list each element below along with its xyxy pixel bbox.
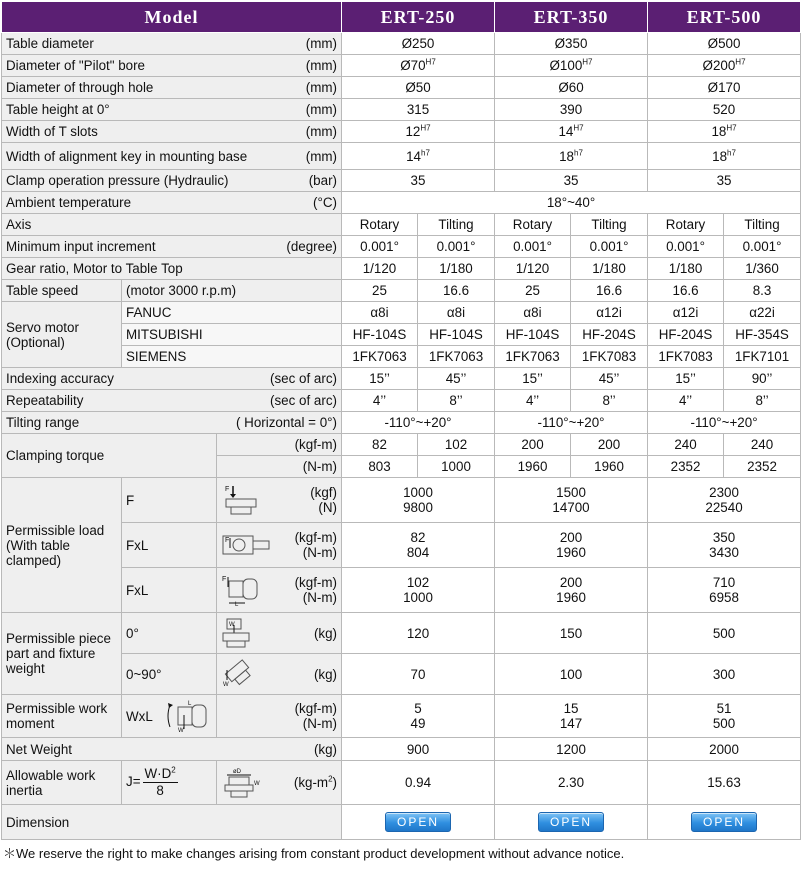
weight-upright-icon [221,617,261,649]
value: 520 [648,99,801,121]
value: 3430 [709,545,739,560]
label: Clamp operation pressure (Hydraulic) [6,173,229,188]
value: 1/180 [418,258,495,280]
value: 6958 [709,590,739,605]
moment-diagram-icon [221,530,271,560]
unit: (kgf-m) [294,530,337,545]
value: Ø200 [702,58,736,73]
value: 15.63 [648,761,801,805]
label: Table diameter [6,36,94,51]
unit: (sec of arc) [270,393,337,408]
unit: (mm) [305,102,337,117]
sublabel: FxL [122,523,217,568]
label: Diameter of through hole [6,80,154,95]
label: Table speed [2,280,122,302]
label: Clamping torque [2,434,217,478]
value: 1000 [403,590,433,605]
value: 45’’ [418,368,495,390]
value: 16.6 [571,280,648,302]
value: 200 [571,434,648,456]
value: α12i [571,302,648,324]
svg-text:F: F [222,576,227,583]
value: Ø250 [342,33,495,55]
value: 2000 [648,738,801,761]
value: 4’’ [648,390,724,412]
open-dimension-ert-250-button[interactable]: OPEN [385,812,451,832]
unit-end: ) [332,775,337,790]
value: 0.94 [342,761,495,805]
value: Ø60 [495,77,648,99]
value: 8’’ [724,390,801,412]
value: 200 [495,434,571,456]
svg-text:W: W [178,728,184,733]
value: 82 [410,530,426,545]
load-diagram-icon [221,483,265,517]
work-moment-icon [164,699,212,733]
row-t-slots [2,121,801,143]
unit: (N-m) [217,456,342,478]
value: 4’’ [342,390,418,412]
label: Permissible work moment [2,695,122,738]
value: 4’’ [495,390,571,412]
tolerance: H7 [420,123,431,133]
row-servo-siemens [2,346,801,368]
value: 0.001° [648,236,724,258]
row-piece-weight-90 [2,654,801,695]
label: Width of alignment key in mounting base [6,148,248,164]
row-perm-load-fxl2 [2,568,801,613]
value: 0.001° [418,236,495,258]
value: Ø100 [549,58,583,73]
value: Rotary [495,214,571,236]
value: Tilting [571,214,648,236]
value: HF-204S [648,324,724,346]
value: α8i [342,302,418,324]
unit: (N-m) [302,716,337,731]
label: Net Weight [6,741,72,757]
tolerance: h7 [574,148,583,158]
value: 25 [342,280,418,302]
row-dimension [2,805,801,840]
weight-tilted-icon [221,658,261,690]
value: 1FK7101 [724,346,801,368]
svg-text:W: W [223,682,229,688]
formula-numerator: W·D [144,766,172,781]
spec-table [1,1,801,840]
value: α8i [418,302,495,324]
row-indexing [2,368,801,390]
unit: (kg) [313,741,337,757]
header-ert-350: ERT-350 [495,2,648,33]
value: 22540 [705,500,743,515]
value: Ø170 [648,77,801,99]
label: Permissible load (With table clamped) [2,478,122,613]
value: 150 [495,613,648,654]
unit: (kg-m [293,775,329,790]
sublabel: (motor 3000 r.p.m) [122,280,342,302]
value: 49 [410,716,426,731]
value: 15’’ [495,368,571,390]
value: 1960 [571,456,648,478]
value: 300 [648,654,801,695]
value: 18 [559,148,575,164]
tolerance: H7 [582,57,593,67]
row-min-increment [2,236,801,258]
unit: (kg) [313,666,337,682]
tolerance: H7 [425,57,436,67]
sublabel: WxL [126,708,153,724]
sublabel: 0~90° [122,654,217,695]
value: 1/120 [342,258,418,280]
label: Width of T slots [6,124,98,139]
svg-text:W: W [254,780,260,787]
label: Minimum input increment [6,239,156,254]
row-servo-mitsubishi [2,324,801,346]
value: 1/180 [571,258,648,280]
value: 350 [712,530,736,545]
value: HF-104S [342,324,418,346]
value: 0.001° [724,236,801,258]
value: 2.30 [495,761,648,805]
value: 1FK7063 [418,346,495,368]
header-ert-500: ERT-500 [648,2,801,33]
row-work-moment [2,695,801,738]
value: 1000 [403,485,433,500]
value: 1/360 [724,258,801,280]
header-ert-250: ERT-250 [342,2,495,33]
value: 15 [563,701,579,716]
row-clamping-torque-kgf [2,434,801,456]
tolerance: h7 [421,148,430,158]
unit: (mm) [305,124,337,139]
value: α8i [495,302,571,324]
sublabel: MITSUBISHI [122,324,342,346]
unit: (kgf-m) [294,701,337,716]
value: 240 [724,434,801,456]
formula-numerator-sup: 2 [171,765,176,775]
footnote: ＊We reserve the right to make changes arising from constant product development without advance notice. [3,846,625,861]
value: Ø50 [342,77,495,99]
value: 200 [559,575,583,590]
row-gear-ratio [2,258,801,280]
unit-sup: 2 [328,774,333,784]
row-through-hole [2,77,801,99]
label: Permissible piece part and fixture weight [2,613,122,695]
value: Tilting [724,214,801,236]
unit: (mm) [305,36,337,51]
value: -110°~+20° [648,412,801,434]
tolerance: H7 [573,123,584,133]
row-clamp-pressure [2,170,801,192]
value: -110°~+20° [342,412,495,434]
label: Table height at 0° [6,102,110,117]
value: 90’’ [724,368,801,390]
unit: (kgf-m) [217,434,342,456]
row-alignment-key [2,143,801,170]
sublabel: F [122,478,217,523]
row-servo-fanuc [2,302,801,324]
open-dimension-ert-500-button[interactable]: OPEN [691,812,757,832]
svg-text:F: F [225,486,230,493]
value: HF-204S [571,324,648,346]
value: 804 [406,545,430,560]
value: 14 [558,124,574,139]
value: 1960 [556,545,586,560]
row-inertia [2,761,801,805]
row-table-diameter [2,33,801,55]
tolerance: H7 [726,123,737,133]
unit: ( Horizontal = 0°) [236,415,337,430]
value: 2352 [648,456,724,478]
value: 0.001° [495,236,571,258]
label: Gear ratio, Motor to Table Top [2,258,342,280]
svg-text:F: F [225,537,230,544]
value: 8’’ [571,390,648,412]
value: 8.3 [724,280,801,302]
value: 500 [712,716,736,731]
value: 120 [342,613,495,654]
label: Indexing accuracy [6,371,114,386]
value: Rotary [342,214,418,236]
unit: (degree) [286,239,337,254]
value: 1FK7083 [571,346,648,368]
value: 100 [495,654,648,695]
value: 16.6 [648,280,724,302]
label: Dimension [2,805,342,840]
row-perm-load-fxl1 [2,523,801,568]
svg-text:L: L [188,701,192,707]
value: 9800 [403,500,433,515]
value: 390 [495,99,648,121]
value: HF-354S [724,324,801,346]
unit: (bar) [308,173,337,188]
row-ambient [2,192,801,214]
value: 0.001° [342,236,418,258]
value: 15’’ [648,368,724,390]
value: 240 [648,434,724,456]
sublabel: SIEMENS [122,346,342,368]
value: -110°~+20° [495,412,648,434]
row-net-weight [2,738,801,761]
value: 35 [648,170,801,192]
value: 0.001° [571,236,648,258]
value: 2352 [724,456,801,478]
value: 1500 [556,485,586,500]
value: 1960 [495,456,571,478]
tolerance: H7 [735,57,746,67]
value: Ø500 [648,33,801,55]
value: 51 [716,701,732,716]
value: 2300 [709,485,739,500]
value: 102 [418,434,495,456]
row-table-height [2,99,801,121]
value: 1000 [418,456,495,478]
svg-text:L: L [235,602,239,607]
value: Rotary [648,214,724,236]
row-axis [2,214,801,236]
formula-fraction [143,766,178,799]
unit: (mm) [305,148,337,164]
value: 315 [342,99,495,121]
value: 8’’ [418,390,495,412]
value: 18°~40° [342,192,801,214]
value: α22i [724,302,801,324]
row-perm-load-f [2,478,801,523]
row-repeatability [2,390,801,412]
unit: (mm) [305,80,337,95]
sublabel: 0° [122,613,217,654]
value: 14700 [552,500,590,515]
tolerance: h7 [727,148,736,158]
inertia-diagram-icon [221,767,263,799]
sublabel: FANUC [122,302,342,324]
svg-text:W: W [229,622,235,628]
row-piece-weight-0 [2,613,801,654]
value: 1FK7063 [342,346,418,368]
value: 18 [712,148,728,164]
label: Tilting range [6,415,80,430]
value: 1/180 [648,258,724,280]
value: Tilting [418,214,495,236]
svg-text:øD: øD [233,768,241,775]
unit: (N-m) [302,590,337,605]
value: 500 [648,613,801,654]
unit: (°C) [313,195,337,210]
label: Servo motor (Optional) [2,302,122,368]
unit: (N-m) [302,545,337,560]
row-pilot-bore [2,55,801,77]
value: 12 [405,124,421,139]
value: HF-104S [418,324,495,346]
value: 102 [406,575,430,590]
label: Diameter of "Pilot" bore [6,58,146,73]
label: Axis [2,214,342,236]
value: 14 [406,148,421,164]
value: 1200 [495,738,648,761]
unit: (kgf-m) [294,575,337,590]
sublabel: FxL [122,568,217,613]
value: 82 [342,434,418,456]
row-table-speed [2,280,801,302]
side-load-diagram-icon [221,573,265,607]
unit: (kgf) [310,485,337,500]
value: 25 [495,280,571,302]
label: Allowable work inertia [2,761,122,805]
value: 900 [342,738,495,761]
label: Ambient temperature [6,195,132,210]
value: 147 [559,716,583,731]
value: 70 [342,654,495,695]
value: 15’’ [342,368,418,390]
open-dimension-ert-350-button[interactable]: OPEN [538,812,604,832]
value: 16.6 [418,280,495,302]
value: Ø70 [400,58,426,73]
header-model: Model [2,2,342,33]
value: 1/120 [495,258,571,280]
unit: (mm) [305,58,337,73]
unit: (sec of arc) [270,371,337,386]
value: α12i [648,302,724,324]
unit: (N) [318,500,337,515]
value: 5 [414,701,422,716]
unit: (kg) [313,625,337,641]
value: 200 [559,530,583,545]
value: HF-104S [495,324,571,346]
label: Repeatability [6,393,84,408]
value: Ø350 [495,33,648,55]
header-row [2,2,801,33]
value: 710 [712,575,736,590]
value: 803 [342,456,418,478]
value: 45’’ [571,368,648,390]
formula-denominator: 8 [156,783,164,798]
value: 35 [495,170,648,192]
formula-j: J= [126,774,141,790]
row-tilting-range [2,412,801,434]
value: 1FK7083 [648,346,724,368]
value: 18 [711,124,727,139]
value: 1FK7063 [495,346,571,368]
value: 35 [342,170,495,192]
value: 1960 [556,590,586,605]
